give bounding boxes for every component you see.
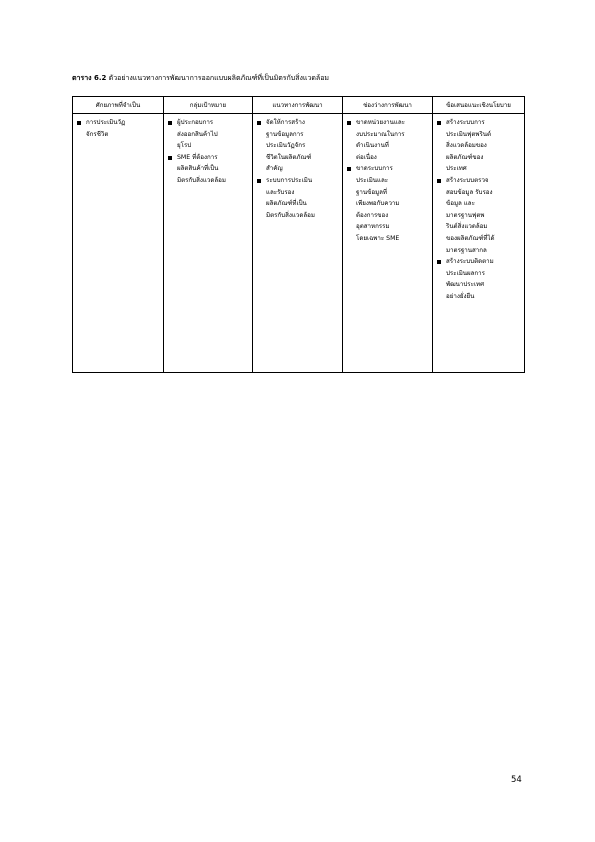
list-item [167, 117, 249, 152]
square-bullet-icon [257, 179, 261, 183]
cell-target-group [164, 114, 253, 373]
gap-list [346, 117, 429, 245]
cell-policy-recommendation [433, 114, 525, 373]
header-development-gap: ช่องว่างการพัฒนา [343, 97, 433, 114]
list-item [436, 256, 521, 302]
capability-list [76, 117, 160, 140]
list-item-line: อุตสาหกรรม [356, 223, 390, 231]
square-bullet-icon [437, 121, 441, 125]
list-item-line: ระบบการประเมิน [266, 176, 313, 184]
square-bullet-icon [437, 179, 441, 183]
list-item-line: ของผลิตภัณฑ์ที่ได้ [446, 234, 495, 242]
list-item-line: งบประมาณในการ [356, 130, 405, 138]
development-guideline-table [72, 96, 525, 373]
approach-list [256, 117, 339, 221]
list-item-line: ต่อเนื่อง [356, 153, 377, 161]
list-item-line: ประเทศ [446, 165, 467, 173]
square-bullet-icon [347, 121, 351, 125]
list-item-line: มิตรกับสิ่งแวดล้อม [266, 211, 315, 219]
list-item-line: มิตรกับสิ่งแวดล้อม [177, 176, 226, 184]
cell-development-gap [343, 114, 433, 373]
square-bullet-icon [257, 121, 261, 125]
list-item-line: ส่งออกสินค้าไป [177, 130, 218, 138]
list-item [346, 117, 429, 163]
list-item-line: ต้องการของ [356, 211, 389, 219]
list-item-line: มาตรฐานฟุตพ [446, 211, 485, 219]
list-item-line: ข้อมูล และ [446, 200, 475, 208]
list-item-line: SME ที่ต้องการ [177, 153, 218, 161]
list-item [256, 175, 339, 221]
list-item-line: ผลิตภัณฑ์ของ [446, 153, 484, 161]
list-item-line: ประเมินวัฏจักร [266, 142, 306, 150]
list-item-line: ผู้ประกอบการ [177, 119, 214, 126]
square-bullet-icon [437, 260, 441, 264]
list-item-line: ดำเนินงานที่ [356, 142, 389, 150]
list-item-line: อย่างยั่งยืน [446, 292, 475, 300]
list-item-line: การประเมินวัฏ [86, 119, 126, 126]
list-item-line: ผลิตสินค้าที่เป็น [177, 165, 219, 173]
table-caption [72, 73, 329, 83]
policy-list [436, 117, 521, 303]
list-item-line: จัดให้การสร้าง [266, 119, 305, 126]
list-item [76, 117, 160, 140]
list-item [346, 163, 429, 244]
list-item-line: ฐานข้อมูลที่ [356, 188, 388, 196]
list-item-line: ประเมินผลการ [446, 269, 485, 277]
list-item-line: สร้างระบบการ [446, 119, 485, 126]
page-number: 54 [511, 775, 522, 785]
caption-text: ตัวอย่างแนวทางการพัฒนาการออกแบบผลิตภัณฑ์ที่เป็นมิตรกับสิ่งแวดล้อม [108, 74, 330, 82]
square-bullet-icon [168, 156, 172, 160]
header-required-capability: ศักยภาพที่จำเป็น [73, 97, 164, 114]
header-policy-recommendation: ข้อเสนอแนะเชิงนโยบาย [433, 97, 525, 114]
list-item-line: สิ่งแวดล้อมของ [446, 142, 487, 150]
header-development-approach: แนวทางการพัฒนา [253, 97, 343, 114]
target-group-list [167, 117, 249, 187]
list-item-line: ฐานข้อมูลการ [266, 130, 304, 138]
list-item-line: ประเมินฟุตพรินต์ [446, 130, 492, 138]
list-item-line: มาตรฐานสากล [446, 246, 487, 254]
list-item-line: จักรชีวิต [86, 130, 109, 138]
list-item [256, 117, 339, 175]
list-item-line: รินต์สิ่งแวดล้อม [446, 223, 488, 231]
list-item-line: ยุโรป [177, 142, 192, 150]
list-item-line: ชีวิตในผลิตภัณฑ์ [266, 153, 312, 161]
list-item-line: ขาดหน่วยงานและ [356, 119, 405, 126]
cell-development-approach [253, 114, 343, 373]
square-bullet-icon [77, 121, 81, 125]
list-item-line: โดยเฉพาะ SME [356, 234, 400, 242]
list-item-line: ประเมินและ [356, 176, 389, 184]
table-header-row [73, 97, 525, 114]
list-item-line: ขาดระบบการ [356, 165, 393, 173]
list-item-line: เพียงพอกับความ [356, 200, 400, 208]
list-item-line: สำคัญ [266, 165, 283, 173]
list-item [436, 117, 521, 175]
caption-label: ตาราง 6.2 [72, 74, 107, 82]
square-bullet-icon [168, 121, 172, 125]
table-row [73, 114, 525, 373]
list-item [436, 175, 521, 256]
cell-required-capability [73, 114, 164, 373]
list-item-line: พัฒนาประเทศ [446, 281, 485, 289]
list-item-line: ผลิตภัณฑ์ที่เป็น [266, 200, 307, 208]
list-item [167, 152, 249, 187]
list-item-line: สร้างระบบตรวจ [446, 176, 489, 184]
list-item-line: และรับรอง [266, 188, 295, 196]
square-bullet-icon [347, 167, 351, 171]
header-target-group: กลุ่มเป้าหมาย [164, 97, 253, 114]
list-item-line: สอบข้อมูล รับรอง [446, 188, 493, 196]
list-item-line: สร้างระบบติดตาม [446, 258, 494, 266]
